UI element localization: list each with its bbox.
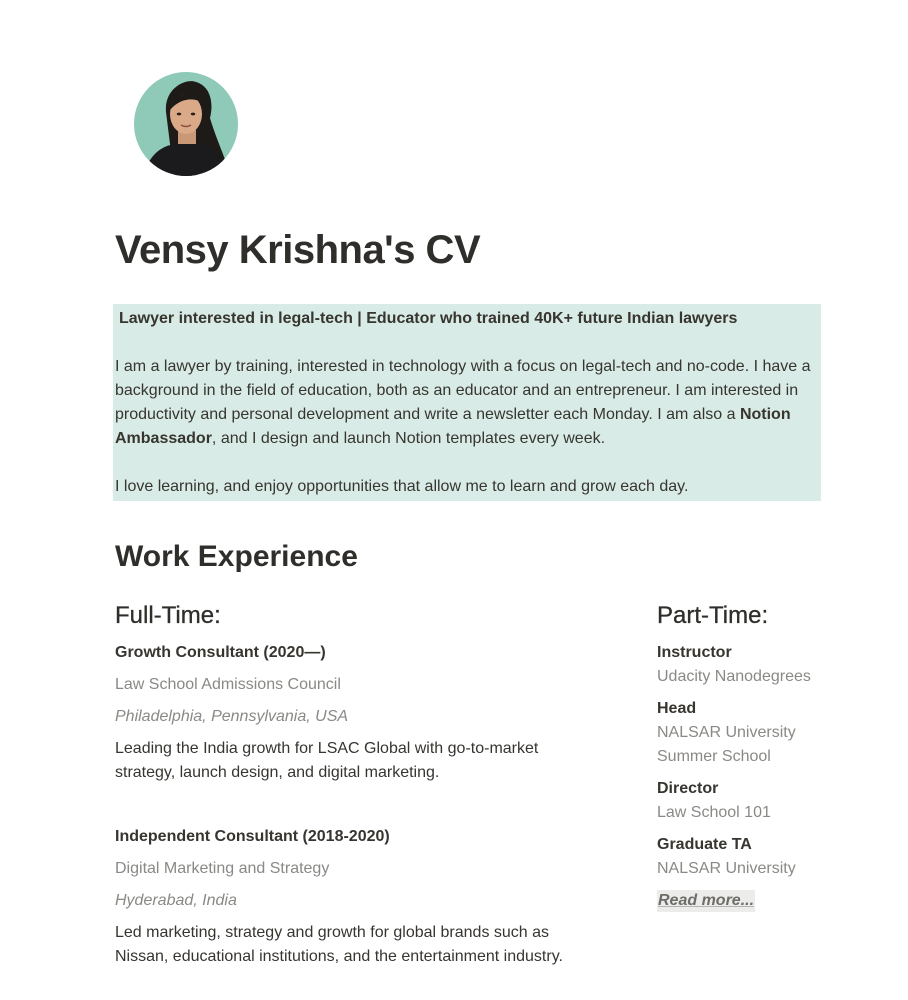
intro-text-start: I am a lawyer by training, interested in technology with a focus on legal-tech and no-code. I have a background in the field of education, both as an educator and an entrepreneur. I am interested in productivity and personal development and write a newsletter each Monday. I am also a [115, 358, 811, 423]
profile-photo-icon [134, 72, 238, 176]
job-organization: Digital Marketing and Strategy [115, 860, 330, 877]
part-time-role [657, 641, 897, 689]
intro-text-end: , and I design and launch Notion templates every week. [211, 430, 606, 447]
job-location: Philadelphia, Pennsylvania, USA [115, 708, 349, 725]
summary-callout [113, 304, 821, 501]
part-time-role-title: Director [657, 780, 719, 797]
part-time-role-organization: NALSAR University Summer School [657, 724, 796, 765]
page-title: Vensy Krishna's CV [115, 228, 481, 272]
full-time-heading: Full-Time: [115, 602, 221, 629]
part-time-role-organization: Udacity Nanodegrees [657, 668, 811, 685]
part-time-role-title: Graduate TA [657, 836, 752, 853]
part-time-role [657, 833, 897, 881]
full-time-job [115, 825, 595, 969]
job-description: Led marketing, strategy and growth for global brands such as Nissan, educational institutions, and the entertainment industry. [115, 924, 563, 965]
job-location: Hyderabad, India [115, 892, 237, 909]
callout-tagline: Lawyer interested in legal-tech | Educator who trained 40K+ future Indian lawyers [119, 310, 738, 327]
job-description: Leading the India growth for LSAC Global with go-to-market strategy, launch design, and digital marketing. [115, 740, 539, 781]
part-time-role [657, 777, 897, 825]
notion-ambassador-bold: Notion Ambassador [115, 406, 791, 447]
part-time-role-organization: NALSAR University [657, 860, 796, 877]
part-time-role-organization: Law School 101 [657, 804, 771, 821]
job-role: Independent Consultant (2018-2020) [115, 828, 390, 845]
callout-intro [115, 355, 821, 451]
part-time-role-title: Instructor [657, 644, 732, 661]
job-role: Growth Consultant (2020—) [115, 644, 326, 661]
full-time-job [115, 641, 595, 785]
part-time-role-title: Head [657, 700, 697, 717]
callout-closing: I love learning, and enjoy opportunities that allow me to learn and grow each day. [115, 478, 689, 495]
read-more-link[interactable]: Read more... [657, 890, 755, 912]
job-organization: Law School Admissions Council [115, 676, 341, 693]
part-time-heading: Part-Time: [657, 602, 769, 629]
work-experience-heading: Work Experience [115, 540, 358, 573]
part-time-role [657, 697, 897, 769]
profile-avatar [134, 72, 238, 176]
